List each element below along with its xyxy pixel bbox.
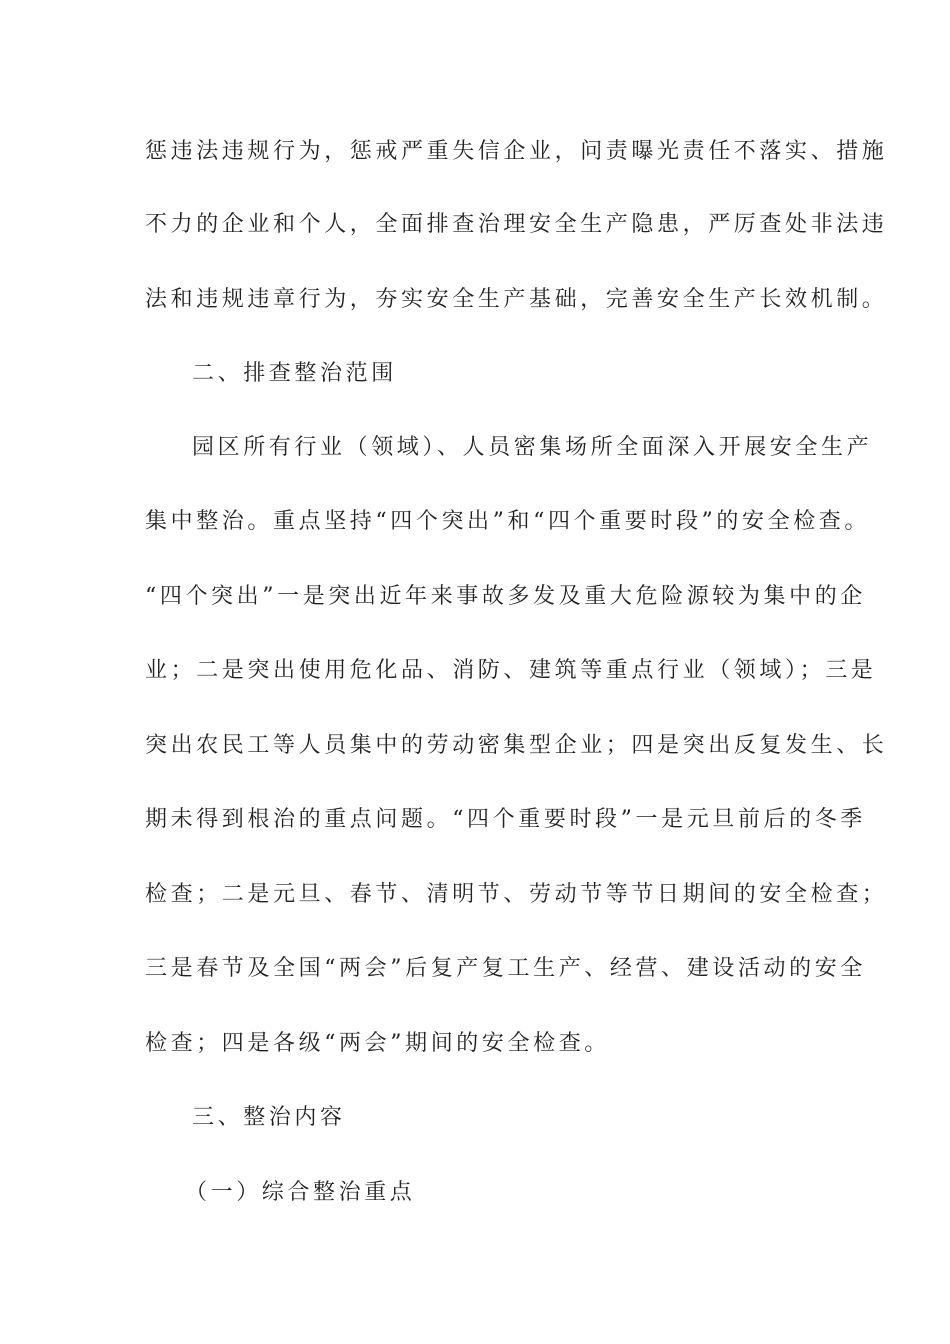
paragraph-line-5: 集中整治。重点坚持“四个突出”和“四个重要时段”的安全检查。 — [145, 509, 870, 534]
paragraph-line-8: 突出农民工等人员集中的劳动密集型企业；四是突出反复发生、长 — [145, 733, 888, 758]
paragraph-line-11: 三是春节及全国“两会”后复产复工生产、经营、建设活动的安全 — [145, 956, 866, 981]
paragraph-line-9: 期未得到根治的重点问题。“四个重要时段”一是元旦前后的冬季 — [145, 807, 866, 832]
paragraph-line-3: 法和违规违章行为，夯实安全生产基础，完善安全生产长效机制。 — [145, 287, 888, 312]
paragraph-line-10: 检查；二是元旦、春节、清明节、劳动节等节日期间的安全检查； — [145, 882, 888, 907]
paragraph-line-4: 园区所有行业（领域）、人员密集场所全面深入开展安全生产 — [192, 435, 873, 460]
paragraph-line-12: 检查；四是各级“两会”期间的安全检查。 — [145, 1031, 610, 1056]
paragraph-line-6: “四个突出”一是突出近年来事故多发及重大危险源较为集中的企 — [145, 584, 866, 609]
section-heading-content: 三、整治内容 — [192, 1105, 346, 1130]
paragraph-line-1: 惩违法违规行为，惩戒严重失信企业，问责曝光责任不落实、措施 — [145, 139, 888, 164]
paragraph-line-2: 不力的企业和个人，全面排查治理安全生产隐患，严厉查处非法违 — [145, 212, 888, 237]
section-heading-scope: 二、排查整治范围 — [192, 361, 397, 386]
subsection-heading-focus: （一）综合整治重点 — [185, 1180, 416, 1205]
paragraph-line-7: 业；二是突出使用危化品、消防、建筑等重点行业（领域）；三是 — [145, 658, 877, 683]
